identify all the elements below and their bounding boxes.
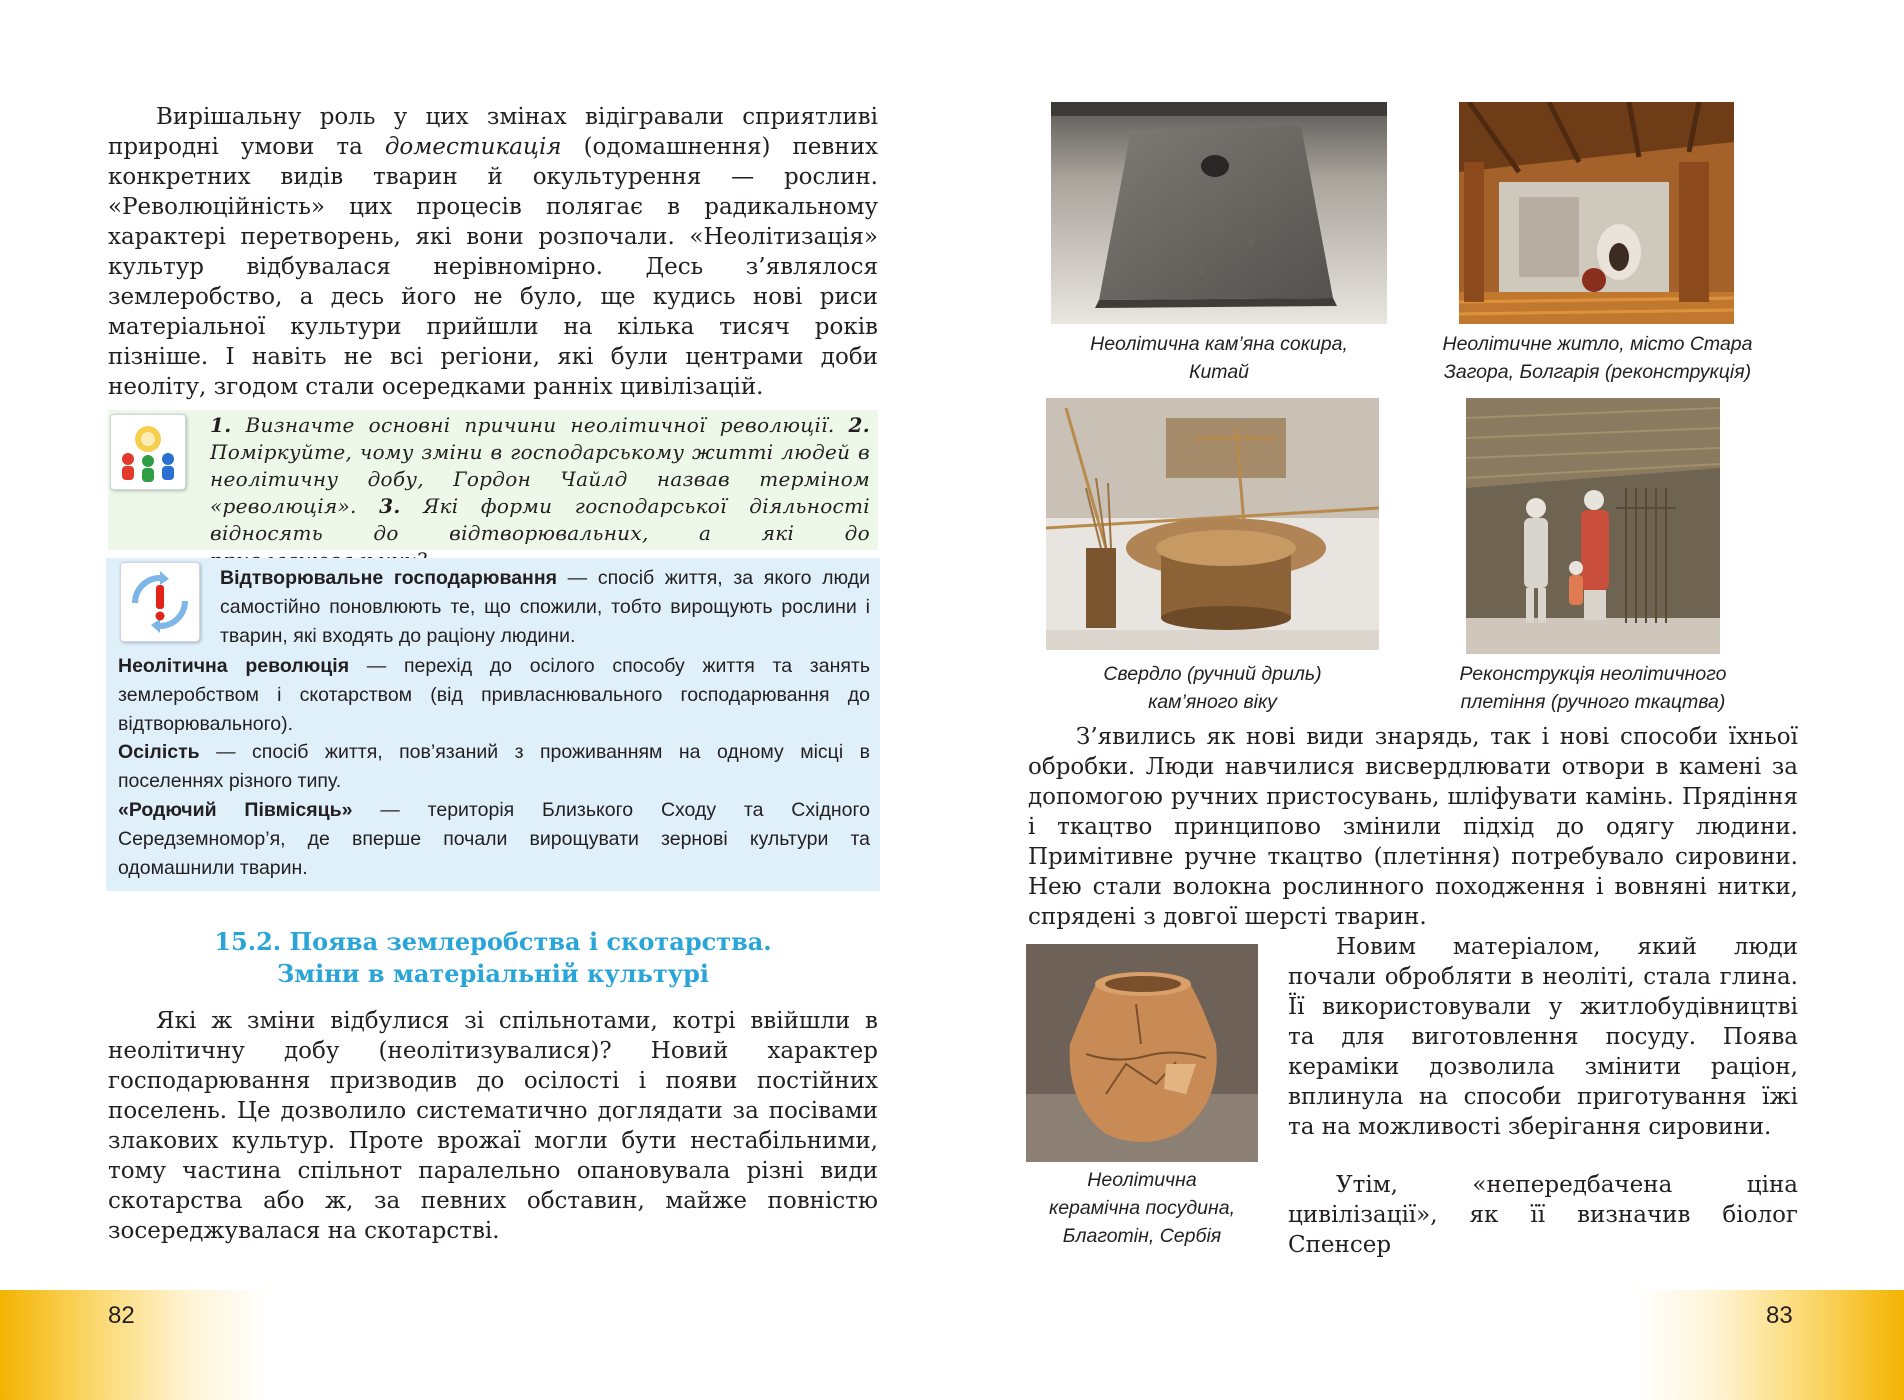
questions-icon <box>110 414 186 490</box>
caption-stone-axe: Неолітична кам’яна сокира, Китай <box>1090 333 1348 383</box>
stone-age-drill-photo <box>1046 398 1379 650</box>
tools-paragraph: З’явились як нові види знарядь, так і нові способи їхньої обробки. Люди навчилися висвердлювати отвори в камені за допомогою ручних пристосувань, шліфувати камінь. Прядіння і ткацтво принципово змінили підхід до одягу людини. Примітивне ручне ткацтво (плетіння) потребувало сировини. Нею стали волокна рослинного походження і вовняні нитки, спрядені з довгої шерсті тварин. <box>1028 724 1798 930</box>
spencer-paragraph: Утім, «непередбачена ціна цивілізації», як її визначив біолог Спенсер <box>1288 1172 1798 1258</box>
ceramic-pot-photo <box>1026 944 1258 1162</box>
exclamation-icon <box>120 562 200 642</box>
caption-stone-age-drill: Свердло (ручний дриль) кам’яного віку <box>1103 663 1322 713</box>
section-heading: 15.2. Поява землеробства і скотарства. Зміни в матеріальній культурі <box>214 927 772 988</box>
definition-fertile-crescent: «Родючий Півмісяць» — територія Близького Сходу та Східного Середземномор’я, де вперше почали вирощувати зернові культури та одомашнили тварин. <box>118 799 870 879</box>
clay-paragraph: Новим матеріалом, який люди почали обробляти в неоліті, стала глина. Її використовували у житлобудівництві та для виготовлення посуду. Поява кераміки дозволила змінити раціон, вплинула на способи приготування їжі та на можливості зберігання сировини. <box>1288 934 1798 1140</box>
definition-reproductive-economy: Відтворювальне господарювання — спосіб життя, за якого люди самостійно поновлюють те, що спожили, тобто вирощують рослини і тварин, які входять до раціону людини. <box>220 567 870 647</box>
stone-axe-photo <box>1051 102 1387 324</box>
page-number-left: 82 <box>108 1302 135 1329</box>
settlement-paragraph: Які ж зміни відбулися зі спільнотами, котрі ввійшли в неолітичну добу (неолітизувалися)? Новий характер господарювання призводив до осілості і появи постійних поселень. Це дозволило систематично доглядати за посівами злакових культур. Проте врожаї могли бути нестабільними, тому частина спільнот паралельно опановувала різні види скотарства або ж, за певних обставин, майже повністю зосереджувалася на скотарстві. <box>108 1008 878 1244</box>
right-page <box>952 0 1904 1400</box>
page-number-right: 83 <box>1766 1302 1793 1329</box>
questions-text: 1. Визначте основні причини неолітичної революції. 2. Поміркуйте, чому зміни в господарському житті людей в неолітичну добу, Гордон Чайлд назвав терміном «революція». 3. Які форми господарської діяльності відносять до відтворювальних, а які до <box>210 413 871 545</box>
caption-neolithic-dwelling: Неолітичне житло, місто Стара Загора, Болгарія (реконструкція) <box>1442 333 1753 383</box>
definition-sedentism: Осілість — спосіб життя, пов’язаний з проживанням на одному місці в поселеннях різного типу. <box>118 741 870 792</box>
neolithic-dwelling-photo <box>1459 102 1734 324</box>
footer-band <box>0 1290 1904 1400</box>
intro-paragraph: Вирішальну роль у цих змінах відігравали сприятливі природні умови та доместикація (одомашнення) певних конкретних видів тварин й окультурення — рослин. «Революційність» цих процесів полягає в радикальному характері перетворень, які вони розпочали. «Неолітизація» культур відбувалася нерівномірно. Десь з’являлося землеробство, а десь його не було, ще кудись нові риси матеріальної культури прийшли на кілька тисяч років пізніше. І навіть не всі регіони, які були центрами доби неоліту, згодом стали осередками ранніх цивілізацій. <box>108 104 878 400</box>
caption-neolithic-weaving: Реконструкція неолітичного плетіння (ручного ткацтва) <box>1459 663 1727 713</box>
term-domestication: доместикація <box>384 134 562 160</box>
neolithic-weaving-photo <box>1466 398 1720 654</box>
definition-neolithic-revolution: Неолітична революція — перехід до осілого способу життя та занять землеробством і скотарством (від привласнювального господарювання до відтворювального). <box>118 655 870 735</box>
caption-ceramic-pot: Неолітична керамічна посудина, Благотін, Сербія <box>1048 1169 1235 1247</box>
